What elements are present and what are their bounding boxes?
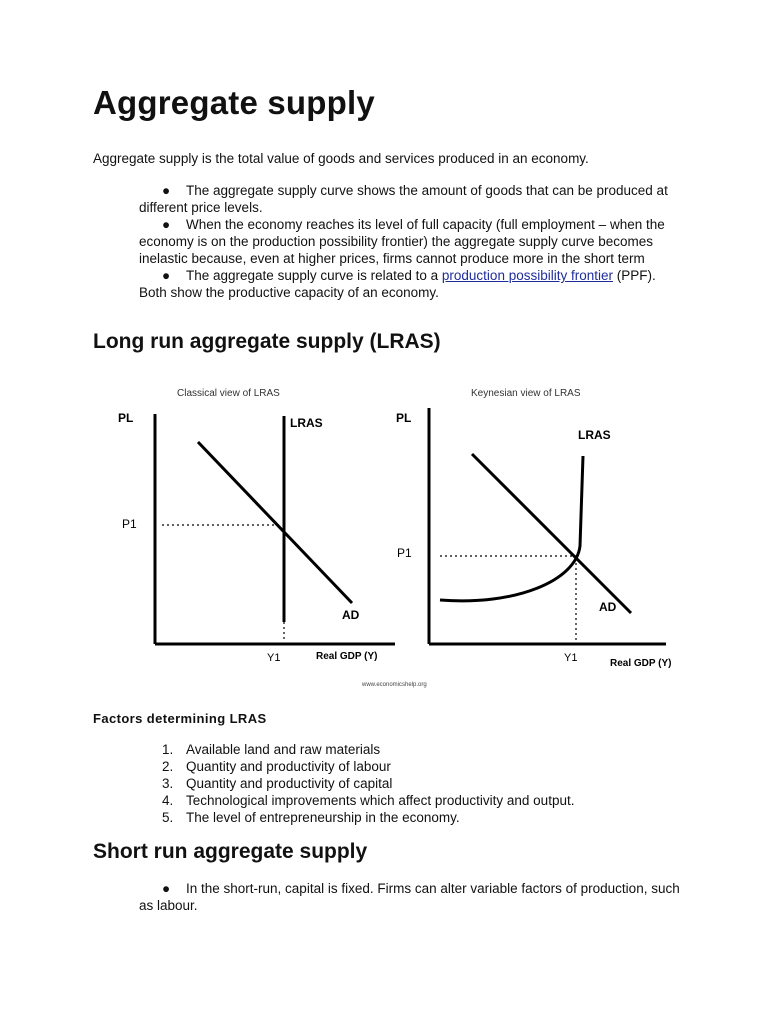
classical-x-axis-label: Real GDP (Y) — [316, 651, 378, 662]
page-title: Aggregate supply — [93, 84, 375, 121]
factors-list — [162, 741, 574, 826]
factors-heading: Factors determining LRAS — [93, 711, 267, 726]
bullet-icon: ● — [162, 268, 171, 283]
bullet-item: ● When the economy reaches its level of full capacity (full employment – when the economy is on the production possibility frontier) the aggregate supply curve becomes inelastic because, even at higher prices, firms cannot produce more in the short term — [139, 217, 665, 266]
list-item: 2. Quantity and productivity of labour — [162, 759, 391, 774]
intro-paragraph: Aggregate supply is the total value of goods and services produced in an economy. — [93, 151, 589, 166]
classical-ad-label: AD — [342, 608, 360, 622]
bullet-item: ● The aggregate supply curve shows the amount of goods that can be produced at different price levels. — [139, 183, 668, 215]
lras-diagram — [110, 376, 690, 694]
classical-title: Classical view of LRAS — [177, 388, 280, 399]
list-item: 3. Quantity and productivity of capital — [162, 776, 393, 791]
sras-heading: Short run aggregate supply — [93, 840, 368, 863]
keynesian-title: Keynesian view of LRAS — [471, 388, 581, 399]
bullet-item: ● In the short-run, capital is fixed. Firms can alter variable factors of production, such as labour. — [139, 881, 680, 913]
bullet-item: ● The aggregate supply curve is related to a production possibility frontier (PPF). Both show the productive capacity of an economy. — [139, 268, 656, 300]
keynesian-y-axis-label: PL — [396, 411, 412, 425]
keynesian-y1-label: Y1 — [564, 652, 578, 664]
bullet-icon: ● — [162, 183, 171, 198]
list-item: 1. Available land and raw materials — [162, 742, 381, 757]
classical-lras-label: LRAS — [290, 416, 323, 430]
keynesian-ad-label: AD — [599, 600, 617, 614]
classical-y-axis-label: PL — [118, 411, 134, 425]
keynesian-lras-label: LRAS — [578, 428, 611, 442]
classical-p1-label: P1 — [122, 517, 137, 531]
keynesian-x-axis-label: Real GDP (Y) — [610, 658, 672, 669]
ppf-link[interactable]: production possibility frontier — [441, 268, 613, 283]
bullet-icon: ● — [162, 217, 171, 232]
classical-y1-label: Y1 — [267, 652, 281, 664]
lras-heading: Long run aggregate supply (LRAS) — [93, 330, 441, 353]
bullet-icon: ● — [162, 881, 171, 896]
keynesian-p1-label: P1 — [397, 546, 412, 560]
figure-source: www.economicshelp.org — [362, 682, 427, 688]
top-bullet-list — [139, 182, 684, 301]
list-item: 4. Technological improvements which affect productivity and output. — [162, 793, 575, 808]
bottom-bullet-list — [139, 880, 684, 914]
list-item: 5. The level of entrepreneurship in the economy. — [162, 810, 460, 825]
